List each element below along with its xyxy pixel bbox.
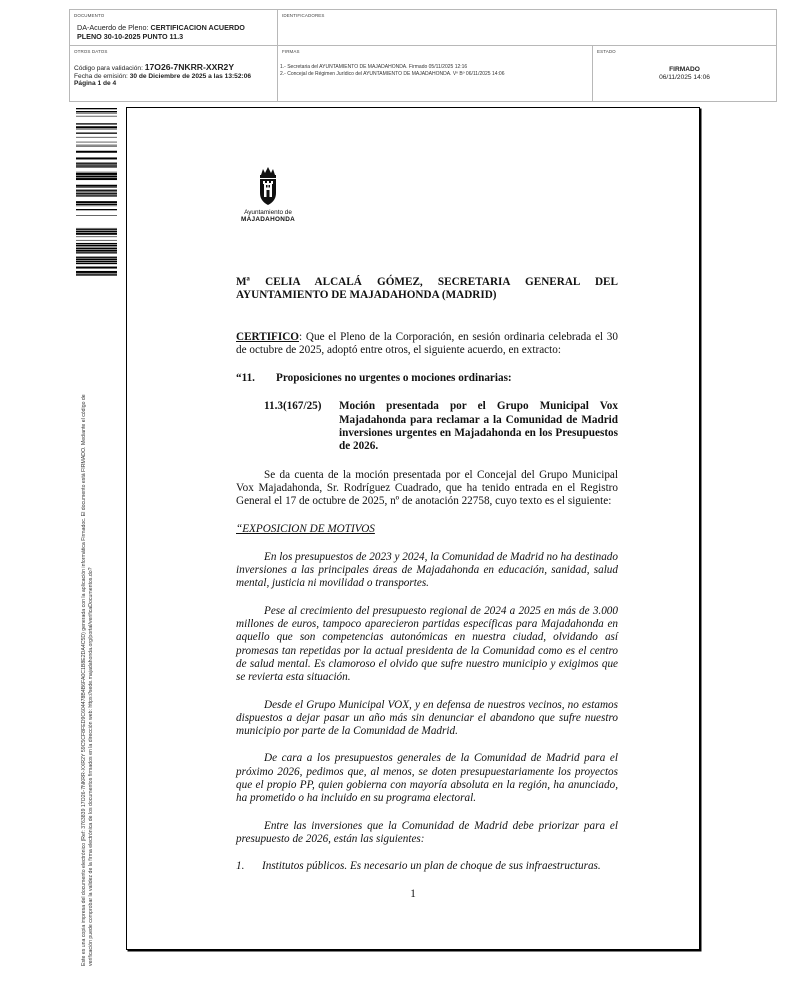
barcode-bar bbox=[76, 206, 117, 207]
barcode-bar bbox=[76, 163, 117, 164]
estado-text bbox=[593, 66, 776, 83]
barcode-bar bbox=[76, 261, 117, 262]
barcode-bar bbox=[76, 233, 117, 235]
list-item bbox=[236, 860, 618, 873]
barcode-bar bbox=[76, 194, 117, 195]
section-heading bbox=[236, 372, 618, 385]
paragraph-4: De cara a los presupuestos generales de la Comunidad de Madrid para el próximo 2026, pedimos que, al menos, se doten presupuestariamente los proyectos que el propio PP, quien gobierna con mayoría absoluta en la región, ha anunciado, ha prometido o ha incluido en su programa electoral. bbox=[236, 752, 618, 805]
paragraph-5: Entre las inversiones que la Comunidad de Madrid debe priorizar para el presupuesto de 2026, están las siguientes: bbox=[236, 819, 618, 845]
firmas-cell bbox=[278, 46, 593, 101]
municipality-logo bbox=[223, 166, 313, 238]
otros-datos-label: OTROS DATOS bbox=[74, 49, 108, 54]
fecha-prefix: Fecha de emisión: bbox=[74, 72, 130, 80]
list-item-text: Institutos públicos. Es necesario un plan de choque de sus infraestructuras. bbox=[262, 860, 601, 873]
page-number: 1 bbox=[410, 888, 416, 900]
documento-prefix: DA-Acuerdo de Pleno: bbox=[77, 23, 151, 32]
motion-title: Moción presentada por el Grupo Municipal Vox Majadahonda para reclamar a la Comunidad de Madrid inversiones urgentes en Majadahonda en los Presupuestos de 2026. bbox=[339, 400, 618, 453]
barcode-bar bbox=[76, 111, 117, 112]
estado-date: 06/11/2025 14:06 bbox=[659, 74, 710, 82]
logo-line-1: Ayuntamiento de bbox=[244, 209, 292, 216]
identificadores-label: IDENTIFICADORES bbox=[282, 13, 325, 18]
firmas-list bbox=[280, 64, 505, 77]
documento-text bbox=[77, 23, 245, 41]
barcode-bar bbox=[76, 258, 117, 260]
barcode-bar bbox=[76, 123, 117, 124]
barcode-bar bbox=[76, 133, 117, 134]
certifico-paragraph bbox=[236, 331, 618, 358]
validation-code: 17O26-7NKRR-XXR2Y bbox=[144, 62, 235, 72]
barcode-bar bbox=[76, 113, 117, 114]
barcode-bar bbox=[76, 157, 117, 159]
page-count: Página 1 de 4 bbox=[74, 80, 117, 88]
paragraph-2: Pese al crecimiento del presupuesto regional de 2024 a 2025 en más de 3.000 millones de euros, tampoco aparecieron partidas específicas para Majadahonda en aquello que son competencias autonómicas en nuestra ciudad, olvidando así promesas tan repetidas por la actual presidenta de la Comunidad como es el centro de salud mental. Es clamoroso el olvido que sufre nuestro municipio y exigimos que se revierta esta situación. bbox=[236, 604, 618, 684]
barcode-bar bbox=[76, 248, 117, 249]
identificadores-cell bbox=[278, 10, 776, 46]
motion-heading bbox=[264, 400, 618, 453]
section-title: Proposiciones no urgentes o mociones ordinarias: bbox=[276, 372, 512, 385]
barcode-bar bbox=[76, 250, 117, 252]
barcode-bar bbox=[76, 204, 117, 205]
side-verification-text bbox=[81, 301, 94, 966]
barcode-bar bbox=[76, 228, 117, 229]
barcode-bar bbox=[76, 193, 117, 194]
barcode-bar bbox=[76, 129, 117, 130]
barcode-bar bbox=[76, 196, 117, 197]
barcode-bar bbox=[76, 176, 117, 178]
barcode-bar bbox=[76, 240, 117, 241]
barcode-bar bbox=[76, 252, 117, 253]
barcode-bar bbox=[76, 145, 117, 146]
barcode-bar bbox=[76, 201, 117, 203]
barcode-bar bbox=[76, 178, 117, 180]
paragraph-3: Desde el Grupo Municipal VOX, y en defensa de nuestros vecinos, no estamos dispuestos a dejar pasar un año más sin denunciar el abandono que sufre nuestro municipio por parte de la Comunidad de Madrid. bbox=[236, 698, 618, 738]
barcode-bar bbox=[76, 267, 117, 269]
firma-2: 2.- Concejal de Régimen Jurídico del AYUNTAMIENTO DE MAJADAHONDA. Vº Bº 06/11/2025 14:06 bbox=[280, 70, 505, 77]
list-item-number: 1. bbox=[236, 860, 245, 873]
logo-line-2: MAJADAHONDA bbox=[240, 216, 296, 224]
documento-bold-2: PLENO 30-10-2025 PUNTO 11.3 bbox=[77, 32, 184, 41]
firma-1: 1.- Secretaria del AYUNTAMIENTO DE MAJADAHONDA. Firmado 05/11/2025 12:16 bbox=[280, 64, 468, 70]
document-body bbox=[236, 276, 618, 874]
side-text-line-2: verificación puede comprobar la validez de la firma electrónica de los documentos firmados en la dirección web: https://sede.majadahonda.org/portal/verificaDocumentos.do? bbox=[87, 567, 94, 966]
barcode-bar bbox=[76, 263, 117, 264]
certifico-text: : Que el Pleno de la Corporación, en sesión ordinaria celebrada el 30 de octubre de 2025, adoptó entre otros, el siguiente acuerdo, en extracto: bbox=[236, 330, 618, 356]
certifico-label: CERTIFICO bbox=[236, 330, 300, 343]
barcode-bar bbox=[76, 146, 117, 147]
document-page bbox=[126, 107, 700, 950]
section-number: “11. bbox=[236, 372, 255, 385]
paragraph-1: En los presupuestos de 2023 y 2024, la Comunidad de Madrid no ha destinado inversiones a las principales áreas de Majadahonda en educación, sanidad, salud mental, justicia ni movilidad o transportes. bbox=[236, 550, 618, 590]
barcode-bar bbox=[76, 172, 117, 173]
otros-datos-cell bbox=[70, 46, 278, 101]
barcode-bar bbox=[76, 173, 117, 175]
estado-value: FIRMADO bbox=[669, 66, 700, 73]
barcode-bar bbox=[76, 137, 117, 138]
codigo-prefix: Código para validación: bbox=[74, 65, 145, 72]
barcode-bar bbox=[76, 185, 117, 187]
barcode-bar bbox=[76, 274, 117, 275]
barcode-bar bbox=[76, 271, 117, 273]
emission-date: 30 de Diciembre de 2025 a las 13:52:06 bbox=[129, 72, 252, 80]
exposicion-heading: “EXPOSICION DE MOTIVOS bbox=[236, 522, 375, 535]
barcode-bar bbox=[76, 243, 117, 244]
barcode-bar bbox=[76, 215, 117, 216]
motion-number: 11.3(167/25) bbox=[264, 400, 322, 413]
side-text-line-1: Este es una copia impresa del documento electrónico (Ref: 3763839 17O26-7NKRR-XXR2Y 59C5CF8FED9C604478B4B6FA0C1B8E2DA4C5D) generada con la aplicación informática Firmadoc. El documento está FIRMADO. Mediante el código de bbox=[81, 394, 87, 966]
barcode-bar bbox=[76, 191, 117, 192]
barcode-bar bbox=[76, 229, 117, 230]
barcode-bar bbox=[76, 142, 117, 143]
barcode-bar bbox=[76, 237, 117, 238]
barcode-bar bbox=[76, 151, 117, 153]
barcode-bar bbox=[76, 209, 117, 210]
documento-label: DOCUMENTO bbox=[74, 13, 105, 18]
barcode-bar bbox=[76, 108, 117, 109]
coat-of-arms-icon bbox=[253, 166, 283, 206]
barcode-bar bbox=[76, 166, 117, 167]
barcode-bar bbox=[76, 245, 117, 246]
barcode-bar bbox=[76, 247, 117, 248]
certificate-title: Mª CELIA ALCALÁ GÓMEZ, SECRETARIA GENERAL DEL AYUNTAMIENTO DE MAJADAHONDA (MADRID) bbox=[236, 276, 618, 302]
barcode-bar bbox=[76, 116, 117, 117]
documento-cell bbox=[70, 10, 278, 46]
documento-bold-1: CERTIFICACION ACUERDO bbox=[150, 23, 245, 32]
barcode-bar bbox=[76, 257, 117, 258]
otros-datos-text bbox=[74, 64, 251, 88]
barcode-bar bbox=[76, 187, 117, 188]
barcode-bar bbox=[76, 164, 117, 165]
barcode-bar bbox=[76, 275, 117, 276]
barcode-bar bbox=[76, 126, 117, 128]
barcode bbox=[76, 108, 117, 276]
intro-paragraph: Se da cuenta de la moción presentada por el Concejal del Grupo Municipal Vox Majadahonda, Sr. Rodríguez Cuadrado, que ha tenido entrada en el Registro General el 17 de octubre de 2025, nº de anotación 22758, cuyo texto es el siguiente: bbox=[236, 468, 618, 508]
document-header bbox=[69, 9, 777, 102]
estado-cell bbox=[593, 46, 776, 101]
barcode-bar bbox=[76, 190, 117, 191]
estado-label: ESTADO bbox=[597, 49, 616, 54]
barcode-bar bbox=[76, 231, 117, 232]
firmas-label: FIRMAS bbox=[282, 49, 300, 54]
